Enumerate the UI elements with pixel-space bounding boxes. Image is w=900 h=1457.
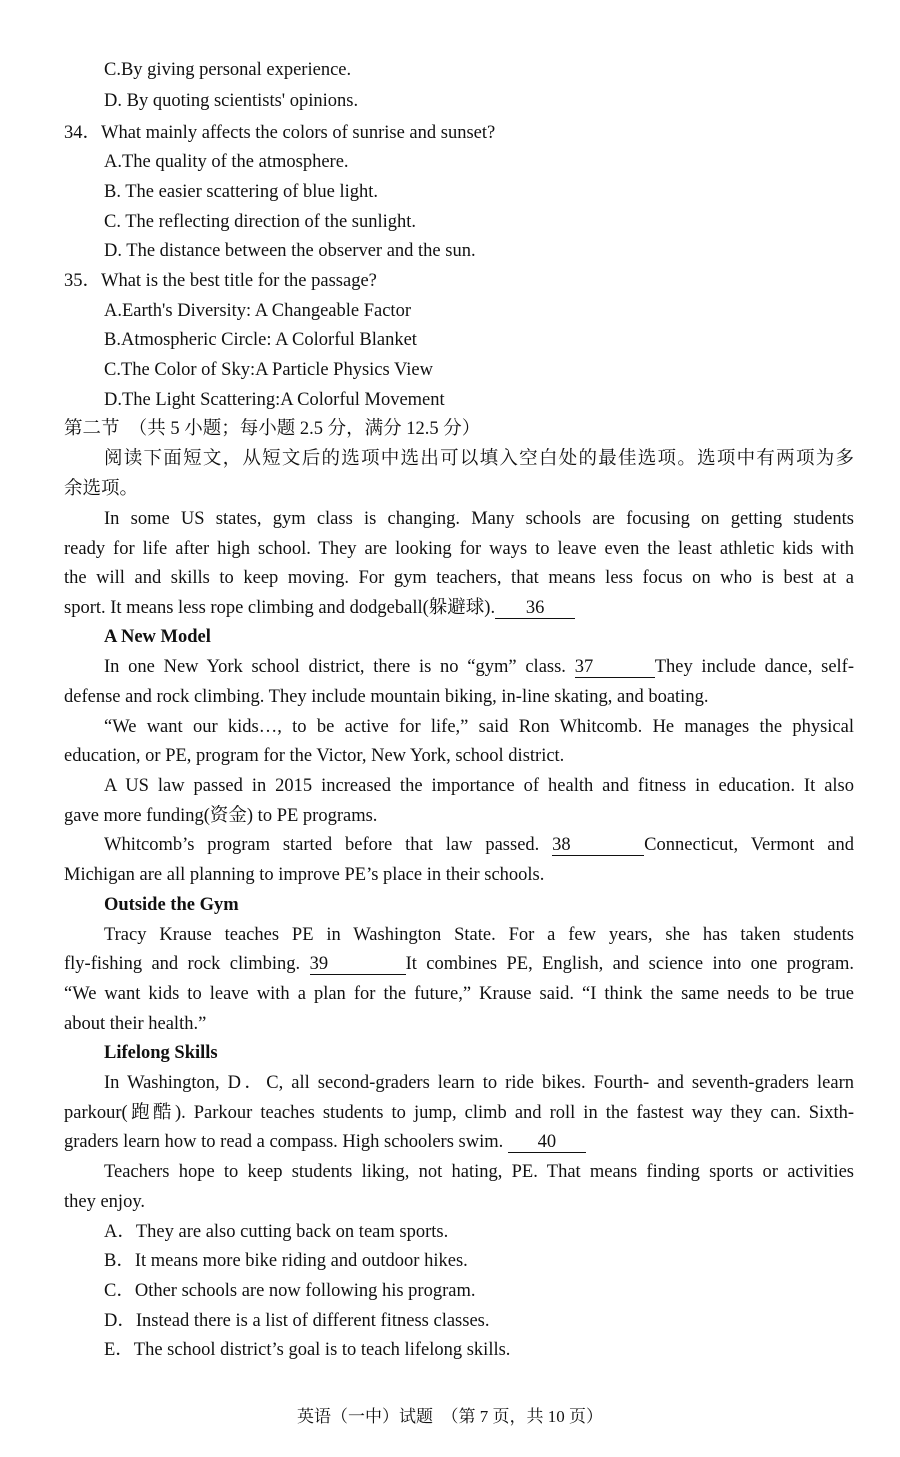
choice-e[interactable]: E．The school district’s goal is to teach lifelong skills. xyxy=(104,1340,511,1360)
passage-p7-line2: parkour(跑酷). Parkour teaches students to jump, climb and roll in the fastest way they can. Sixth- xyxy=(64,1103,854,1123)
q33-option-c: C.By giving personal experience. xyxy=(104,60,352,80)
passage-text: Connecticut, Vermont and xyxy=(644,835,855,855)
passage-p6-line3: “We want kids to leave with a plan for the future,” Krause said. “I think the same needs to be true xyxy=(64,984,854,1004)
passage-p1-line2: ready for life after high school. They are looking for ways to leave even the least athletic kids with xyxy=(64,539,854,559)
passage-p7-line1: In Washington, D．C, all second-graders learn to ride bikes. Fourth- and seventh-graders learn xyxy=(104,1073,854,1093)
blank-40[interactable]: 40 xyxy=(508,1132,586,1153)
passage-p4-line1: A US law passed in 2015 increased the importance of health and fitness in education. It also xyxy=(104,776,854,796)
q35-option-d: D.The Light Scattering:A Colorful Movement xyxy=(104,390,445,410)
passage-text: Whitcomb’s program started before that law passed. xyxy=(104,835,540,855)
page-footer: 英语（一中）试题 （第 7 页，共 10 页） xyxy=(297,1407,603,1426)
passage-p1-line1: In some US states, gym class is changing. Many schools are focusing on getting students xyxy=(104,509,854,529)
subheading-outside-the-gym: Outside the Gym xyxy=(104,895,239,915)
passage-p1-line4 xyxy=(64,597,575,619)
passage-text: fly-fishing and rock climbing. xyxy=(64,954,301,974)
passage-text: They include dance, self- xyxy=(654,657,854,677)
subheading-new-model: A New Model xyxy=(104,627,211,647)
passage-p2-line2: defense and rock climbing. They include mountain biking, in-line skating, and boating. xyxy=(64,687,709,707)
passage-p6-line4: about their health.” xyxy=(64,1014,207,1034)
section2-instruction-line2: 余选项。 xyxy=(64,479,139,499)
passage-p8-line2: they enjoy. xyxy=(64,1192,146,1212)
choice-d[interactable]: D．Instead there is a list of different fitness classes. xyxy=(104,1311,490,1331)
passage-p7-line3 xyxy=(64,1131,586,1153)
passage-p4-line2: gave more funding(资金) to PE programs. xyxy=(64,806,378,826)
passage-text: sport. It means less rope climbing and dodgeball(躲避球). xyxy=(64,598,496,618)
blank-39[interactable]: 39 xyxy=(310,954,406,975)
q35-option-b: B.Atmospheric Circle: A Colorful Blanket xyxy=(104,330,417,350)
choice-a[interactable]: A．They are also cutting back on team sports. xyxy=(104,1222,449,1242)
passage-p5-line1 xyxy=(104,834,854,856)
q33-option-d: D. By quoting scientists' opinions. xyxy=(104,91,359,111)
passage-p3-line1: “We want our kids…, to be active for life,” said Ron Whitcomb. He manages the physical xyxy=(104,717,854,737)
passage-p6-line2 xyxy=(64,953,854,975)
blank-36[interactable]: 36 xyxy=(495,598,575,619)
passage-p5-line2: Michigan are all planning to improve PE’s place in their schools. xyxy=(64,865,545,885)
blank-38[interactable]: 38 xyxy=(552,835,644,856)
choice-b[interactable]: B．It means more bike riding and outdoor hikes. xyxy=(104,1251,468,1271)
passage-text: It combines PE, English, and science into one program. xyxy=(405,954,854,974)
subheading-lifelong-skills: Lifelong Skills xyxy=(104,1043,218,1063)
q35-option-a: A.Earth's Diversity: A Changeable Factor xyxy=(104,301,411,321)
passage-p6-line1: Tracy Krause teaches PE in Washington State. For a few years, she has taken students xyxy=(104,925,854,945)
q35-stem: 35．What is the best title for the passage? xyxy=(64,271,377,291)
passage-p3-line2: education, or PE, program for the Victor, New York, school district. xyxy=(64,746,565,766)
passage-text: graders learn how to read a compass. High schoolers swim. xyxy=(64,1132,504,1152)
q35-option-c: C.The Color of Sky:A Particle Physics View xyxy=(104,360,433,380)
q34-option-c: C. The reflecting direction of the sunlight. xyxy=(104,212,417,232)
choice-c[interactable]: C．Other schools are now following his program. xyxy=(104,1281,476,1301)
q34-stem: 34．What mainly affects the colors of sunrise and sunset? xyxy=(64,123,496,143)
passage-p2-line1 xyxy=(104,656,854,678)
q34-option-d: D. The distance between the observer and the sun. xyxy=(104,241,476,261)
section2-instruction-line1: 阅读下面短文，从短文后的选项中选出可以填入空白处的最佳选项。选项中有两项为多 xyxy=(104,449,854,469)
q34-option-b: B. The easier scattering of blue light. xyxy=(104,182,378,202)
passage-p8-line1: Teachers hope to keep students liking, not hating, PE. That means finding sports or activities xyxy=(104,1162,854,1182)
passage-p1-line3: the will and skills to keep moving. For gym teachers, that means less focus on who is best at a xyxy=(64,568,854,588)
passage-text: In one New York school district, there is no “gym” class. xyxy=(104,657,566,677)
section2-heading: 第二节 （共 5 小题；每小题 2.5 分，满分 12.5 分） xyxy=(64,419,481,439)
blank-37[interactable]: 37 xyxy=(575,657,655,678)
q34-option-a: A.The quality of the atmosphere. xyxy=(104,152,349,172)
